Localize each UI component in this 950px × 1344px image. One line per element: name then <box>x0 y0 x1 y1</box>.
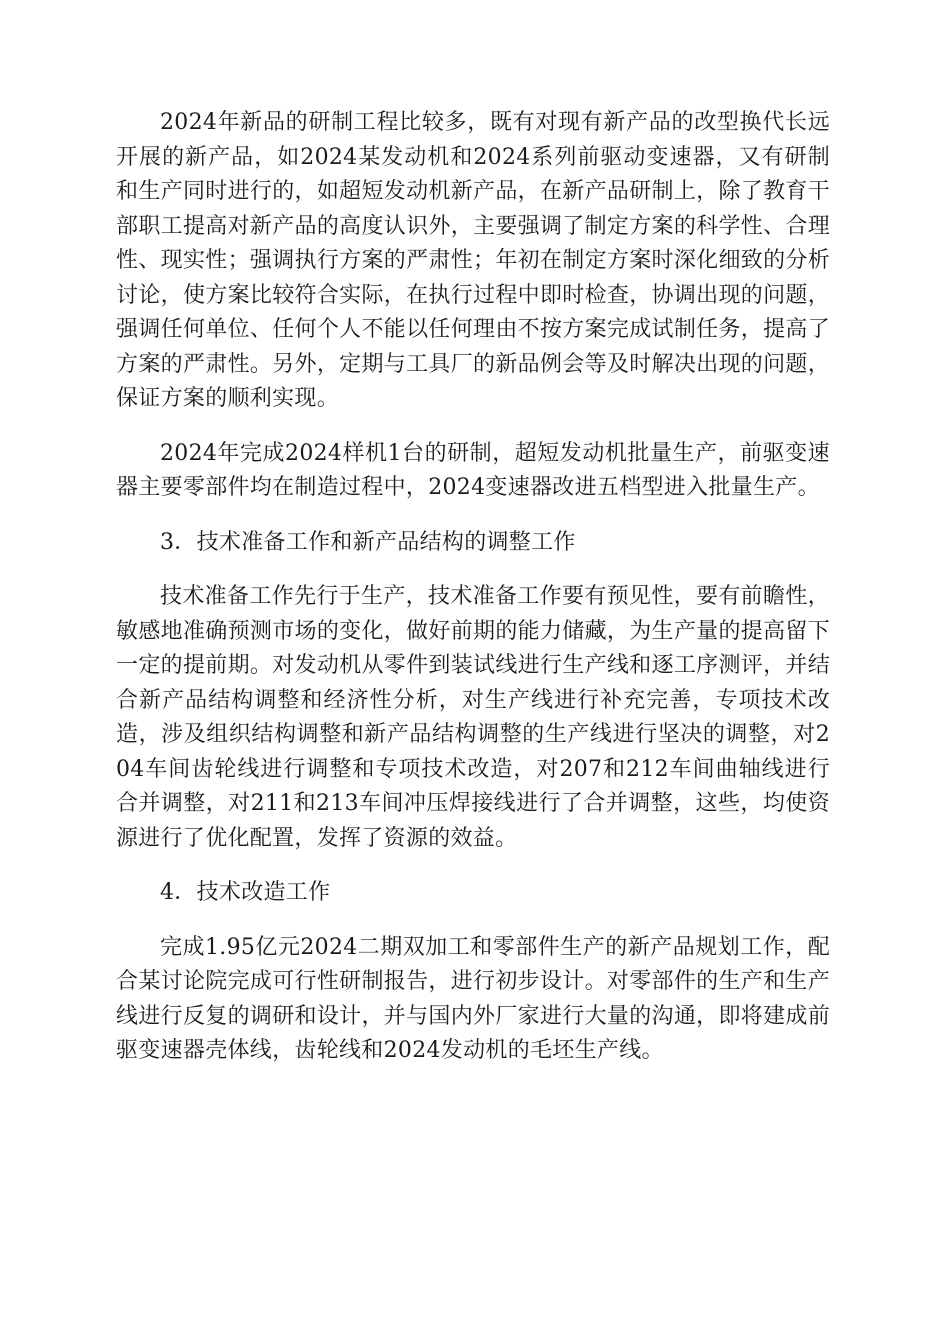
document-page <box>116 106 830 1089</box>
section-4-body: 完成1.95亿元2024二期双加工和零部件生产的新产品规划工作，配合某讨论院完成可行性研制报告，进行初步设计。对零部件的生产和生产线进行反复的调研和设计，并与国内外厂家进行大量的沟通，即将建成前驱变速器壳体线，齿轮线和2024发动机的毛坯生产线。 <box>116 934 830 1063</box>
paragraph-2024-results: 2024年完成2024样机1台的研制，超短发动机批量生产，前驱变速器主要零部件均在制造过程中，2024变速器改进五档型进入批量生产。 <box>116 440 830 500</box>
section-4-heading: 4．技术改造工作 <box>160 880 331 905</box>
section-3-body: 技术准备工作先行于生产，技术准备工作要有预见性，要有前瞻性，敏感地准确预测市场的变化，做好前期的能力储藏，为生产量的提高留下一定的提前期。对发动机从零件到装试线进行生产线和逐工序测评，并结合新产品结构调整和经济性分析，对生产线进行补充完善，专项技术改造，涉及组织结构调整和新产品结构调整的生产线进行坚决的调整，对204车间齿轮线进行调整和专项技术改造，对207和212车间曲轴线进行合并调整，对211和213车间冲压焊接线进行了合并调整，这些，均使资源进行了优化配置，发挥了资源的效益。 <box>116 584 830 851</box>
paragraph-new-products: 2024年新品的研制工程比较多，既有对现有新产品的改型换代长远开展的新产品，如2024某发动机和2024系列前驱动变速器，又有研制和生产同时进行的，如超短发动机新产品，在新产品研制上，除了教育干部职工提高对新产品的高度认识外，主要强调了制定方案的科学性、合理性、现实性；强调执行方案的严肃性；年初在制定方案时深化细致的分析讨论，使方案比较符合实际，在执行过程中即时检查，协调出现的问题，强调任何单位、任何个人不能以任何理由不按方案完成试制任务，提高了方案的严肃性。另外，定期与工具厂的新品例会等及时解决出现的问题，保证方案的顺利实现。 <box>116 110 830 411</box>
section-3-heading: 3．技术准备工作和新产品结构的调整工作 <box>160 529 576 555</box>
